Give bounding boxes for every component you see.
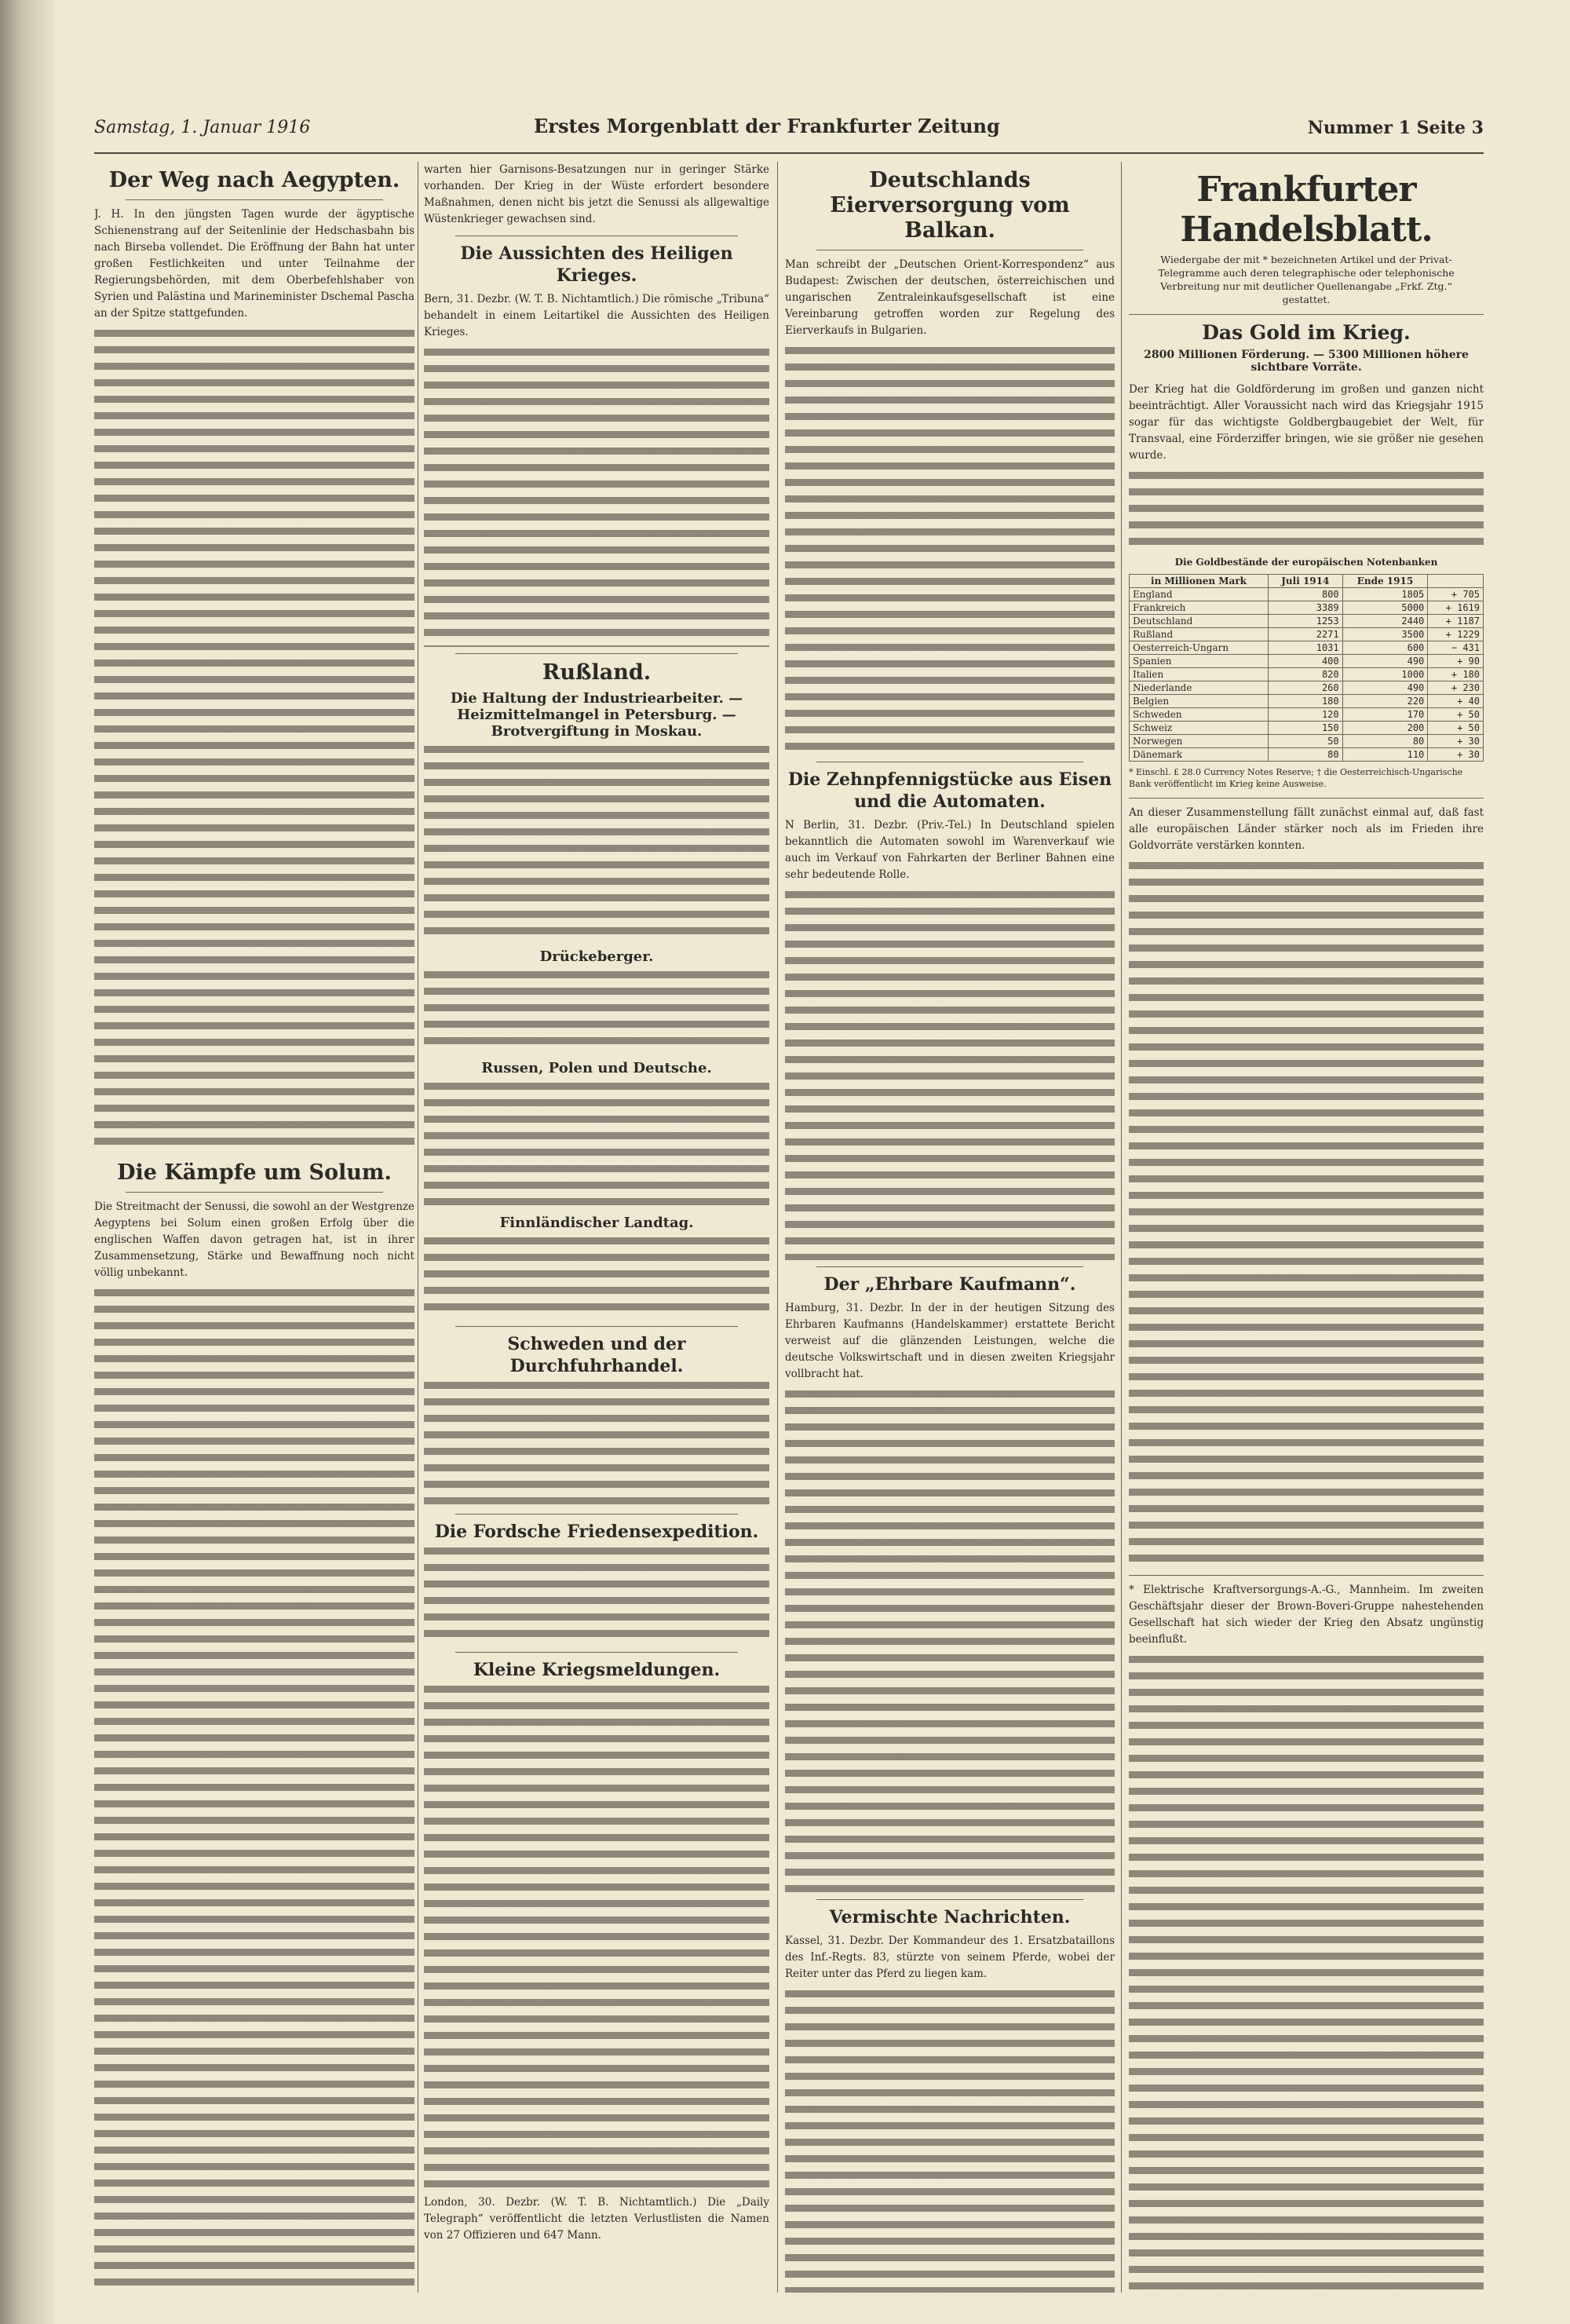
- text-block: [424, 1237, 769, 1320]
- divider: [455, 1326, 738, 1327]
- divider: [126, 199, 383, 200]
- table-cell: 80: [1342, 735, 1428, 748]
- table-row: [1130, 708, 1484, 722]
- table-cell: + 30: [1428, 748, 1484, 762]
- article-title: Die Fordsche Friedensexpedition.: [434, 1522, 759, 1542]
- table-cell: 400: [1268, 655, 1342, 668]
- table-cell: Oesterreich-Ungarn: [1130, 641, 1269, 655]
- divider: [816, 1266, 1083, 1267]
- article-text: An dieser Zusammenstellung fällt zunächst einmal auf, daß fast alle europäischen Länder stärker noch als im Frieden ihre Goldvorräte verstärken konnten.: [1129, 806, 1484, 852]
- article-title: Die Aussichten des Heiligen Krieges.: [460, 243, 733, 286]
- text-block: [94, 330, 414, 1154]
- table-cell: + 90: [1428, 655, 1484, 668]
- article-title: Deutschlands Eierversorgung vom Balkan.: [830, 168, 1070, 243]
- table-cell: Frankreich: [1130, 601, 1269, 615]
- divider: [455, 1652, 738, 1653]
- table-cell: 600: [1342, 641, 1428, 655]
- column-2: [424, 162, 769, 2293]
- article-subtitle: Russen, Polen und Deutsche.: [481, 1060, 712, 1076]
- divider: [1129, 314, 1484, 315]
- table-header: Juli 1914: [1268, 575, 1342, 588]
- table-cell: 260: [1268, 681, 1342, 695]
- table-row: [1130, 655, 1484, 668]
- table-footnote: * Einschl. £ 28.0 Currency Notes Reserve; † die Oesterreichisch-Ungarische Bank veröffentlicht im Krieg keine Ausweise.: [1129, 767, 1463, 789]
- table-cell: 80: [1268, 748, 1342, 762]
- article-text: N Berlin, 31. Dezbr. (Priv.-Tel.) In Deutschland spielen bekanntlich die Automaten sowohl im Warenverkauf wie auch im Verkauf von Fahrkarten der Berliner Bahnen eine sehr bedeutende Rolle.: [785, 819, 1115, 881]
- table-row: [1130, 641, 1484, 655]
- text-block: [1129, 862, 1484, 1569]
- table-cell: + 1619: [1428, 601, 1484, 615]
- article-title: Das Gold im Krieg.: [1202, 321, 1411, 344]
- article-text: J. H. In den jüngsten Tagen wurde der ägyptische Schienenstrang auf der Seitenlinie der Hedschasbahn bis nach Birseba vollendet. Die Eröffnung der Bahn hat unter großen Festlichkeiten und unter Teilnahme der Regierungsbehörden, mit dem Oberbefehlshaber von Syrien und Palästina und Marineminister Dschemal Pascha an der Spitze stattgefunden.: [94, 208, 414, 320]
- table-cell: Niederlande: [1130, 681, 1269, 695]
- article-title: Der „Ehrbare Kaufmann“.: [823, 1274, 1076, 1295]
- table-cell: − 431: [1428, 641, 1484, 655]
- article-text: Bern, 31. Dezbr. (W. T. B. Nichtamtlich.) Die römische „Tribuna“ behandelt in einem Leitartikel die Aussichten des Heiligen Krieges.: [424, 293, 769, 338]
- table-cell: Rußland: [1130, 628, 1269, 641]
- table-cell: Belgien: [1130, 695, 1269, 708]
- table-cell: + 50: [1428, 722, 1484, 735]
- text-block: [424, 1083, 769, 1208]
- table-cell: 1031: [1268, 641, 1342, 655]
- table-row: [1130, 695, 1484, 708]
- table-cell: + 50: [1428, 708, 1484, 722]
- table-cell: 120: [1268, 708, 1342, 722]
- masthead-note: Wiedergabe der mit * bezeichneten Artikel und der Privat-Telegramme auch deren telegraphische oder telephonische Verbreitung nur mit deutlicher Quellenangabe „Frkf. Ztg.“ gestattet.: [1158, 254, 1455, 305]
- table-cell: Dänemark: [1130, 748, 1269, 762]
- text-block: [1129, 1656, 1484, 2293]
- table-row: [1130, 681, 1484, 695]
- table-cell: + 230: [1428, 681, 1484, 695]
- divider: [455, 653, 738, 654]
- table-cell: 170: [1342, 708, 1428, 722]
- section-masthead: Frankfurter Handelsblatt.: [1180, 170, 1433, 250]
- table-cell: + 1187: [1428, 615, 1484, 628]
- table-row: [1130, 748, 1484, 762]
- article-text: London, 30. Dezbr. (W. T. B. Nichtamtlich.) Die „Daily Telegraph“ veröffentlicht die letzten Verlustlisten die Namen von 27 Offizieren und 647 Mann.: [424, 2196, 769, 2242]
- gold-reserves-table: [1129, 574, 1484, 762]
- table-cell: 50: [1268, 735, 1342, 748]
- table-row: [1130, 588, 1484, 601]
- table-header: in Millionen Mark: [1130, 575, 1269, 588]
- article-subtitle: Die Haltung der Industriearbeiter. — Heizmittelmangel in Petersburg. — Brotvergiftung in Moskau.: [450, 690, 743, 740]
- text-block: [94, 1289, 414, 2293]
- column-1: [94, 162, 414, 2293]
- article-text: Man schreibt der „Deutschen Orient-Korrespondenz“ aus Budapest: Zwischen der deutschen, österreichischen und ungarischen Zentraleinkaufsgesellschaft ist eine Vereinbarung getroffen worden zur Regelung des Eierverkaufs in Bulgarien.: [785, 258, 1115, 337]
- table-cell: 1253: [1268, 615, 1342, 628]
- table-cell: + 705: [1428, 588, 1484, 601]
- text-block: [424, 349, 769, 647]
- table-cell: 2271: [1268, 628, 1342, 641]
- divider: [1129, 1575, 1484, 1576]
- text-block: [1129, 472, 1484, 550]
- article-title: Die Zehnpfennigstücke aus Eisen und die Automaten.: [787, 769, 1112, 812]
- article-text: Der Krieg hat die Goldförderung im großen und ganzen nicht beeinträchtigt. Aller Voraussicht nach wird das Kriegsjahr 1915 sogar für das wichtigste Goldbergbaugebiet der Welt, für Transvaal, eine Förderziffer bringen, wie sie größer nie gesehen wurde.: [1129, 383, 1484, 462]
- table-cell: 490: [1342, 655, 1428, 668]
- table-cell: 800: [1268, 588, 1342, 601]
- divider: [816, 1899, 1083, 1900]
- text-block: [785, 891, 1115, 1260]
- header-date: Samstag, 1. Januar 1916: [94, 118, 311, 137]
- text-block: [424, 971, 769, 1054]
- table-caption: Die Goldbestände der europäischen Notenbanken: [1174, 557, 1438, 568]
- table-cell: + 30: [1428, 735, 1484, 748]
- table-row: [1130, 601, 1484, 615]
- divider: [455, 1514, 738, 1515]
- table-cell: 2440: [1342, 615, 1428, 628]
- table-cell: 180: [1268, 695, 1342, 708]
- table-cell: Italien: [1130, 668, 1269, 681]
- text-block: [424, 1382, 769, 1507]
- table-cell: Schweiz: [1130, 722, 1269, 735]
- table-cell: 220: [1342, 695, 1428, 708]
- table-row: [1130, 628, 1484, 641]
- text-block: [785, 1990, 1115, 2293]
- table-cell: Norwegen: [1130, 735, 1269, 748]
- table-cell: 150: [1268, 722, 1342, 735]
- column-4: [1129, 162, 1484, 2293]
- divider: [126, 1192, 383, 1193]
- table-cell: + 1229: [1428, 628, 1484, 641]
- table-row: [1130, 668, 1484, 681]
- article-subtitle: Finnländischer Landtag.: [499, 1215, 694, 1231]
- article-text: Kassel, 31. Dezbr. Der Kommandeur des 1. Ersatzbataillons des Inf.-Regts. 83, stürzte von seinem Pferde, wobei der Reiter unter das Pferd zu liegen kam.: [785, 1935, 1115, 1980]
- table-header: [1428, 575, 1484, 588]
- table-cell: Deutschland: [1130, 615, 1269, 628]
- section-title: Rußland.: [542, 660, 652, 685]
- article-text: Hamburg, 31. Dezbr. In der in der heutigen Sitzung des Ehrbaren Kaufmanns (Handelskammer) erstattete Bericht verweist auf die glänzenden Leistungen, welche die deutsche Volkswirtschaft und in diesen zweiten Kriegsjahr vollbracht hat.: [785, 1302, 1115, 1380]
- table-cell: + 180: [1428, 668, 1484, 681]
- table-cell: 110: [1342, 748, 1428, 762]
- article-title: Kleine Kriegsmeldungen.: [473, 1660, 721, 1680]
- table-row: [1130, 615, 1484, 628]
- table-cell: 820: [1268, 668, 1342, 681]
- page-header: [94, 108, 1484, 154]
- table-cell: + 40: [1428, 695, 1484, 708]
- article-text: * Elektrische Kraftversorgungs-A.-G., Mannheim. Im zweiten Geschäftsjahr dieser der Brown-Boveri-Gruppe nahestehenden Gesellschaft hat sich wieder der Krieg den Absatz ungünstig beeinflußt.: [1129, 1584, 1484, 1646]
- table-cell: 1000: [1342, 668, 1428, 681]
- table-cell: England: [1130, 588, 1269, 601]
- table-cell: 1805: [1342, 588, 1428, 601]
- article-text: Die Streitmacht der Senussi, die sowohl an der Westgrenze Aegyptens bei Solum einen großen Erfolg über die englischen Waffen davon getragen hat, ist in ihrer Zusammensetzung, Stärke und Bewaffnung noch nicht völlig unbekannt.: [94, 1200, 414, 1279]
- text-block: [785, 1390, 1115, 1893]
- article-text: warten hier Garnisons-Besatzungen nur in geringer Stärke vorhanden. Der Krieg in der Wüste erfordert besondere Maßnahmen, denen nicht bis jetzt die Senussi als allgewaltige Wüstenkrieger gewachsen sind.: [424, 163, 769, 225]
- table-row: [1130, 722, 1484, 735]
- text-block: [785, 347, 1115, 755]
- table-row: [1130, 735, 1484, 748]
- table-cell: 200: [1342, 722, 1428, 735]
- table-cell: 5000: [1342, 601, 1428, 615]
- header-page-number: Nummer 1 Seite 3: [1307, 118, 1484, 138]
- table-cell: Spanien: [1130, 655, 1269, 668]
- text-block: [424, 1686, 769, 2188]
- table-header: Ende 1915: [1342, 575, 1428, 588]
- table-cell: 3389: [1268, 601, 1342, 615]
- table-cell: 490: [1342, 681, 1428, 695]
- article-title: Der Weg nach Aegypten.: [108, 168, 400, 192]
- text-block: [424, 746, 769, 942]
- text-block: [424, 1548, 769, 1646]
- column-3: [785, 162, 1115, 2293]
- header-edition: Erstes Morgenblatt der Frankfurter Zeitung: [534, 115, 1000, 137]
- article-title: Vermischte Nachrichten.: [829, 1907, 1071, 1928]
- column-divider: [777, 162, 778, 2293]
- article-title: Schweden und der Durchfuhrhandel.: [507, 1334, 686, 1376]
- page-fold-shadow: [0, 0, 55, 2324]
- column-divider: [1121, 162, 1122, 2293]
- table-cell: 3500: [1342, 628, 1428, 641]
- table-header-row: [1130, 575, 1484, 588]
- table-cell: Schweden: [1130, 708, 1269, 722]
- article-subtitle: 2800 Millionen Förderung. — 5300 Millionen höhere sichtbare Vorräte.: [1144, 349, 1469, 374]
- article-title: Die Kämpfe um Solum.: [117, 1160, 392, 1185]
- article-subtitle: Drückeberger.: [539, 948, 654, 965]
